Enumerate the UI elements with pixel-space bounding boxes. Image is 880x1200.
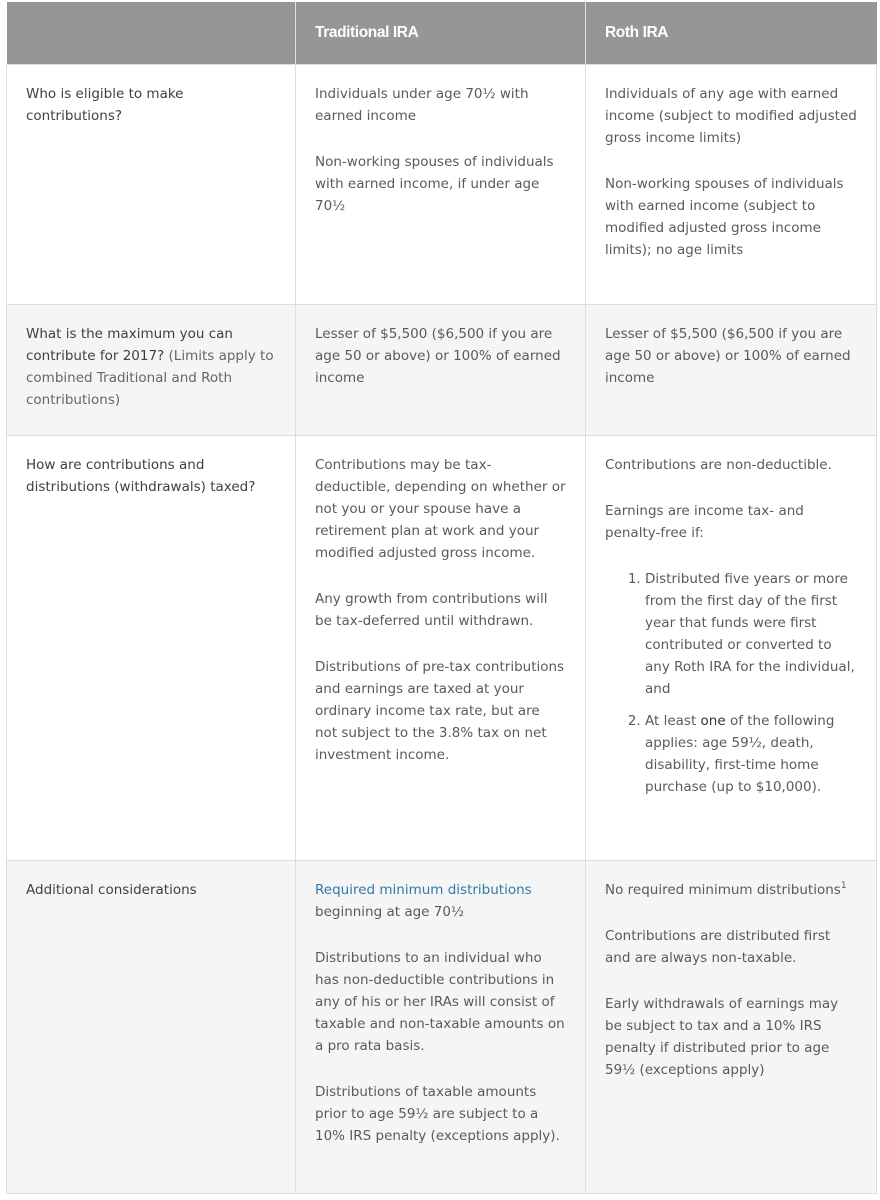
traditional-cell [296,861,586,1194]
answer-paragraph [315,879,566,923]
row-additional-considerations [7,861,877,1194]
list-item-text: of the following applies: age 59½, death, disability, first-time home purchase (up to $10,000). [645,713,835,795]
rmd-link[interactable]: Required minimum distributions [315,882,532,898]
row-taxation [7,436,877,861]
question-cell [7,65,296,305]
traditional-cell [296,436,586,861]
emphasis-text: one [700,713,726,729]
answer-paragraph: Contributions may be tax-deductible, depending on whether or not you or your spouse have a retirement plan at work and your modified adjusted gross income. [315,457,566,561]
answer-paragraph: Individuals of any age with earned income (subject to modified adjusted gross income limits) [605,86,857,146]
list-item: 1. Distributed five years or more from the first day of the first year that funds were first contributed or converted to any Roth IRA for the individual, and [645,568,857,700]
answer-paragraph: Distributions to an individual who has non-deductible contributions in any of his or her IRAs will consist of taxable and non-taxable amounts on a pro rata basis. [315,950,565,1054]
answer-paragraph: Any growth from contributions will be tax-deferred until withdrawn. [315,591,548,629]
question-text: Who is eligible to make contributions? [26,86,184,124]
answer-paragraph: Distributions of taxable amounts prior to age 59½ are subject to a 10% IRS penalty (exceptions apply). [315,1084,560,1144]
traditional-cell [296,65,586,305]
question-text: How are contributions and distributions (withdrawals) taxed? [26,457,256,495]
answer-paragraph: Lesser of $5,500 ($6,500 if you are age 50 or above) or 100% of earned income [315,326,561,386]
row-maximum-contribution [7,305,877,436]
roth-cell [586,436,877,861]
answer-paragraph: Contributions are distributed first and are always non-taxable. [605,928,831,966]
header-blank [7,2,296,65]
list-item [645,710,857,798]
answer-paragraph: Non-working spouses of individuals with earned income, if under age 70½ [315,154,554,214]
answer-text: No required minimum distributions [605,882,841,898]
header-traditional-ira: Traditional IRA [296,2,586,65]
link-suffix-text: beginning at age 70½ [315,904,465,920]
row-eligibility [7,65,877,305]
roth-conditions-list [605,568,857,798]
question-text: Additional considerations [26,882,197,898]
ira-comparison-table [6,2,877,1194]
question-cell [7,861,296,1194]
question-text: What is the maximum you can contribute for 2017? [26,326,233,364]
answer-paragraph: Distributions of pre-tax contributions and earnings are taxed at your ordinary income tax rate, but are not subject to the 3.8% tax on net investment income. [315,659,565,763]
answer-paragraph: Contributions are non-deductible. [605,457,832,473]
footnote-marker[interactable]: 1 [840,881,847,891]
answer-paragraph: Individuals under age 70½ with earned income [315,86,529,124]
answer-paragraph: Earnings are income tax- and penalty-free if: [605,503,804,541]
answer-paragraph: Early withdrawals of earnings may be subject to tax and a 10% IRS penalty if distributed prior to age 59½ (exceptions apply) [605,996,839,1078]
question-cell [7,436,296,861]
header-row [7,2,877,65]
answer-paragraph: Lesser of $5,500 ($6,500 if you are age 50 or above) or 100% of earned income [605,326,851,386]
roth-cell [586,861,877,1194]
question-cell [7,305,296,436]
traditional-cell [296,305,586,436]
header-roth-ira: Roth IRA [586,2,877,65]
roth-cell [586,305,877,436]
roth-cell [586,65,877,305]
answer-paragraph [605,879,857,901]
list-item-text: At least [645,713,701,729]
question-note: (Limits apply to combined Traditional and Roth contributions) [26,348,274,408]
answer-paragraph: Non-working spouses of individuals with earned income (subject to modified adjusted gross income limits); no age limits [605,176,844,258]
